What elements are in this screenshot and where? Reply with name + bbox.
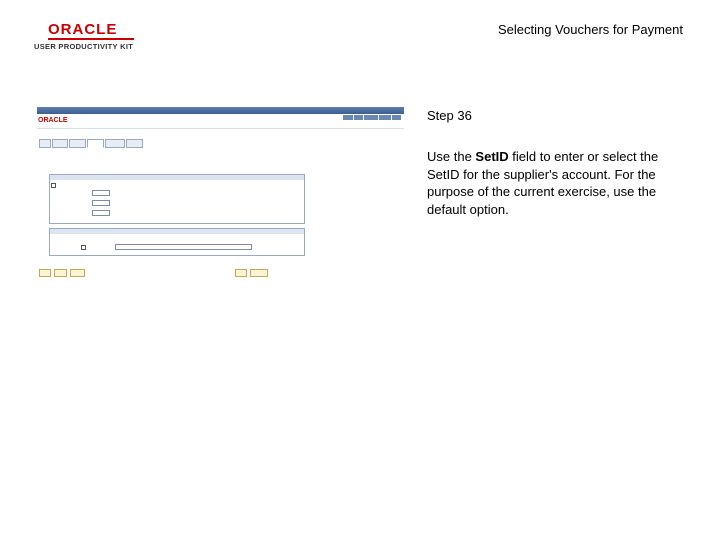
- step-instruction: [427, 148, 689, 218]
- screenshot-pay-method-grid: [49, 228, 305, 256]
- application-screenshot: [37, 107, 404, 287]
- step-label: Step 36: [427, 108, 472, 123]
- instruction-text-before: Use the: [427, 149, 476, 164]
- logo-underline: [48, 38, 134, 40]
- screenshot-brand-row: [37, 114, 404, 129]
- oracle-logo-word: ORACLE: [48, 21, 118, 38]
- screenshot-payee-section: [49, 174, 305, 224]
- screenshot-oracle-logo: ORACLE: [38, 117, 68, 124]
- instruction-text-after: field to enter or select the SetID for the supplier's account. For the purpose of the current exercise, use the default option.: [427, 149, 659, 217]
- screenshot-account-input: [92, 210, 110, 216]
- screenshot-toolbar-right: [235, 269, 268, 277]
- screenshot-bank-input: [92, 200, 110, 206]
- instruction-field-name: SetID: [475, 149, 509, 164]
- screenshot-tab-strip: [39, 139, 143, 148]
- screenshot-header-links: [343, 115, 401, 120]
- screenshot-pay-method-select: [115, 244, 252, 250]
- screenshot-grid-checkbox: [81, 245, 86, 250]
- screenshot-checkbox: [51, 183, 56, 188]
- logo-subtitle: USER PRODUCTIVITY KIT: [34, 42, 134, 51]
- document-title: Selecting Vouchers for Payment: [498, 22, 683, 37]
- screenshot-setid-input: [92, 190, 110, 196]
- screenshot-toolbar-left: [39, 269, 85, 277]
- oracle-upk-logo: [34, 21, 146, 51]
- screenshot-breadcrumb-bar: [37, 107, 404, 114]
